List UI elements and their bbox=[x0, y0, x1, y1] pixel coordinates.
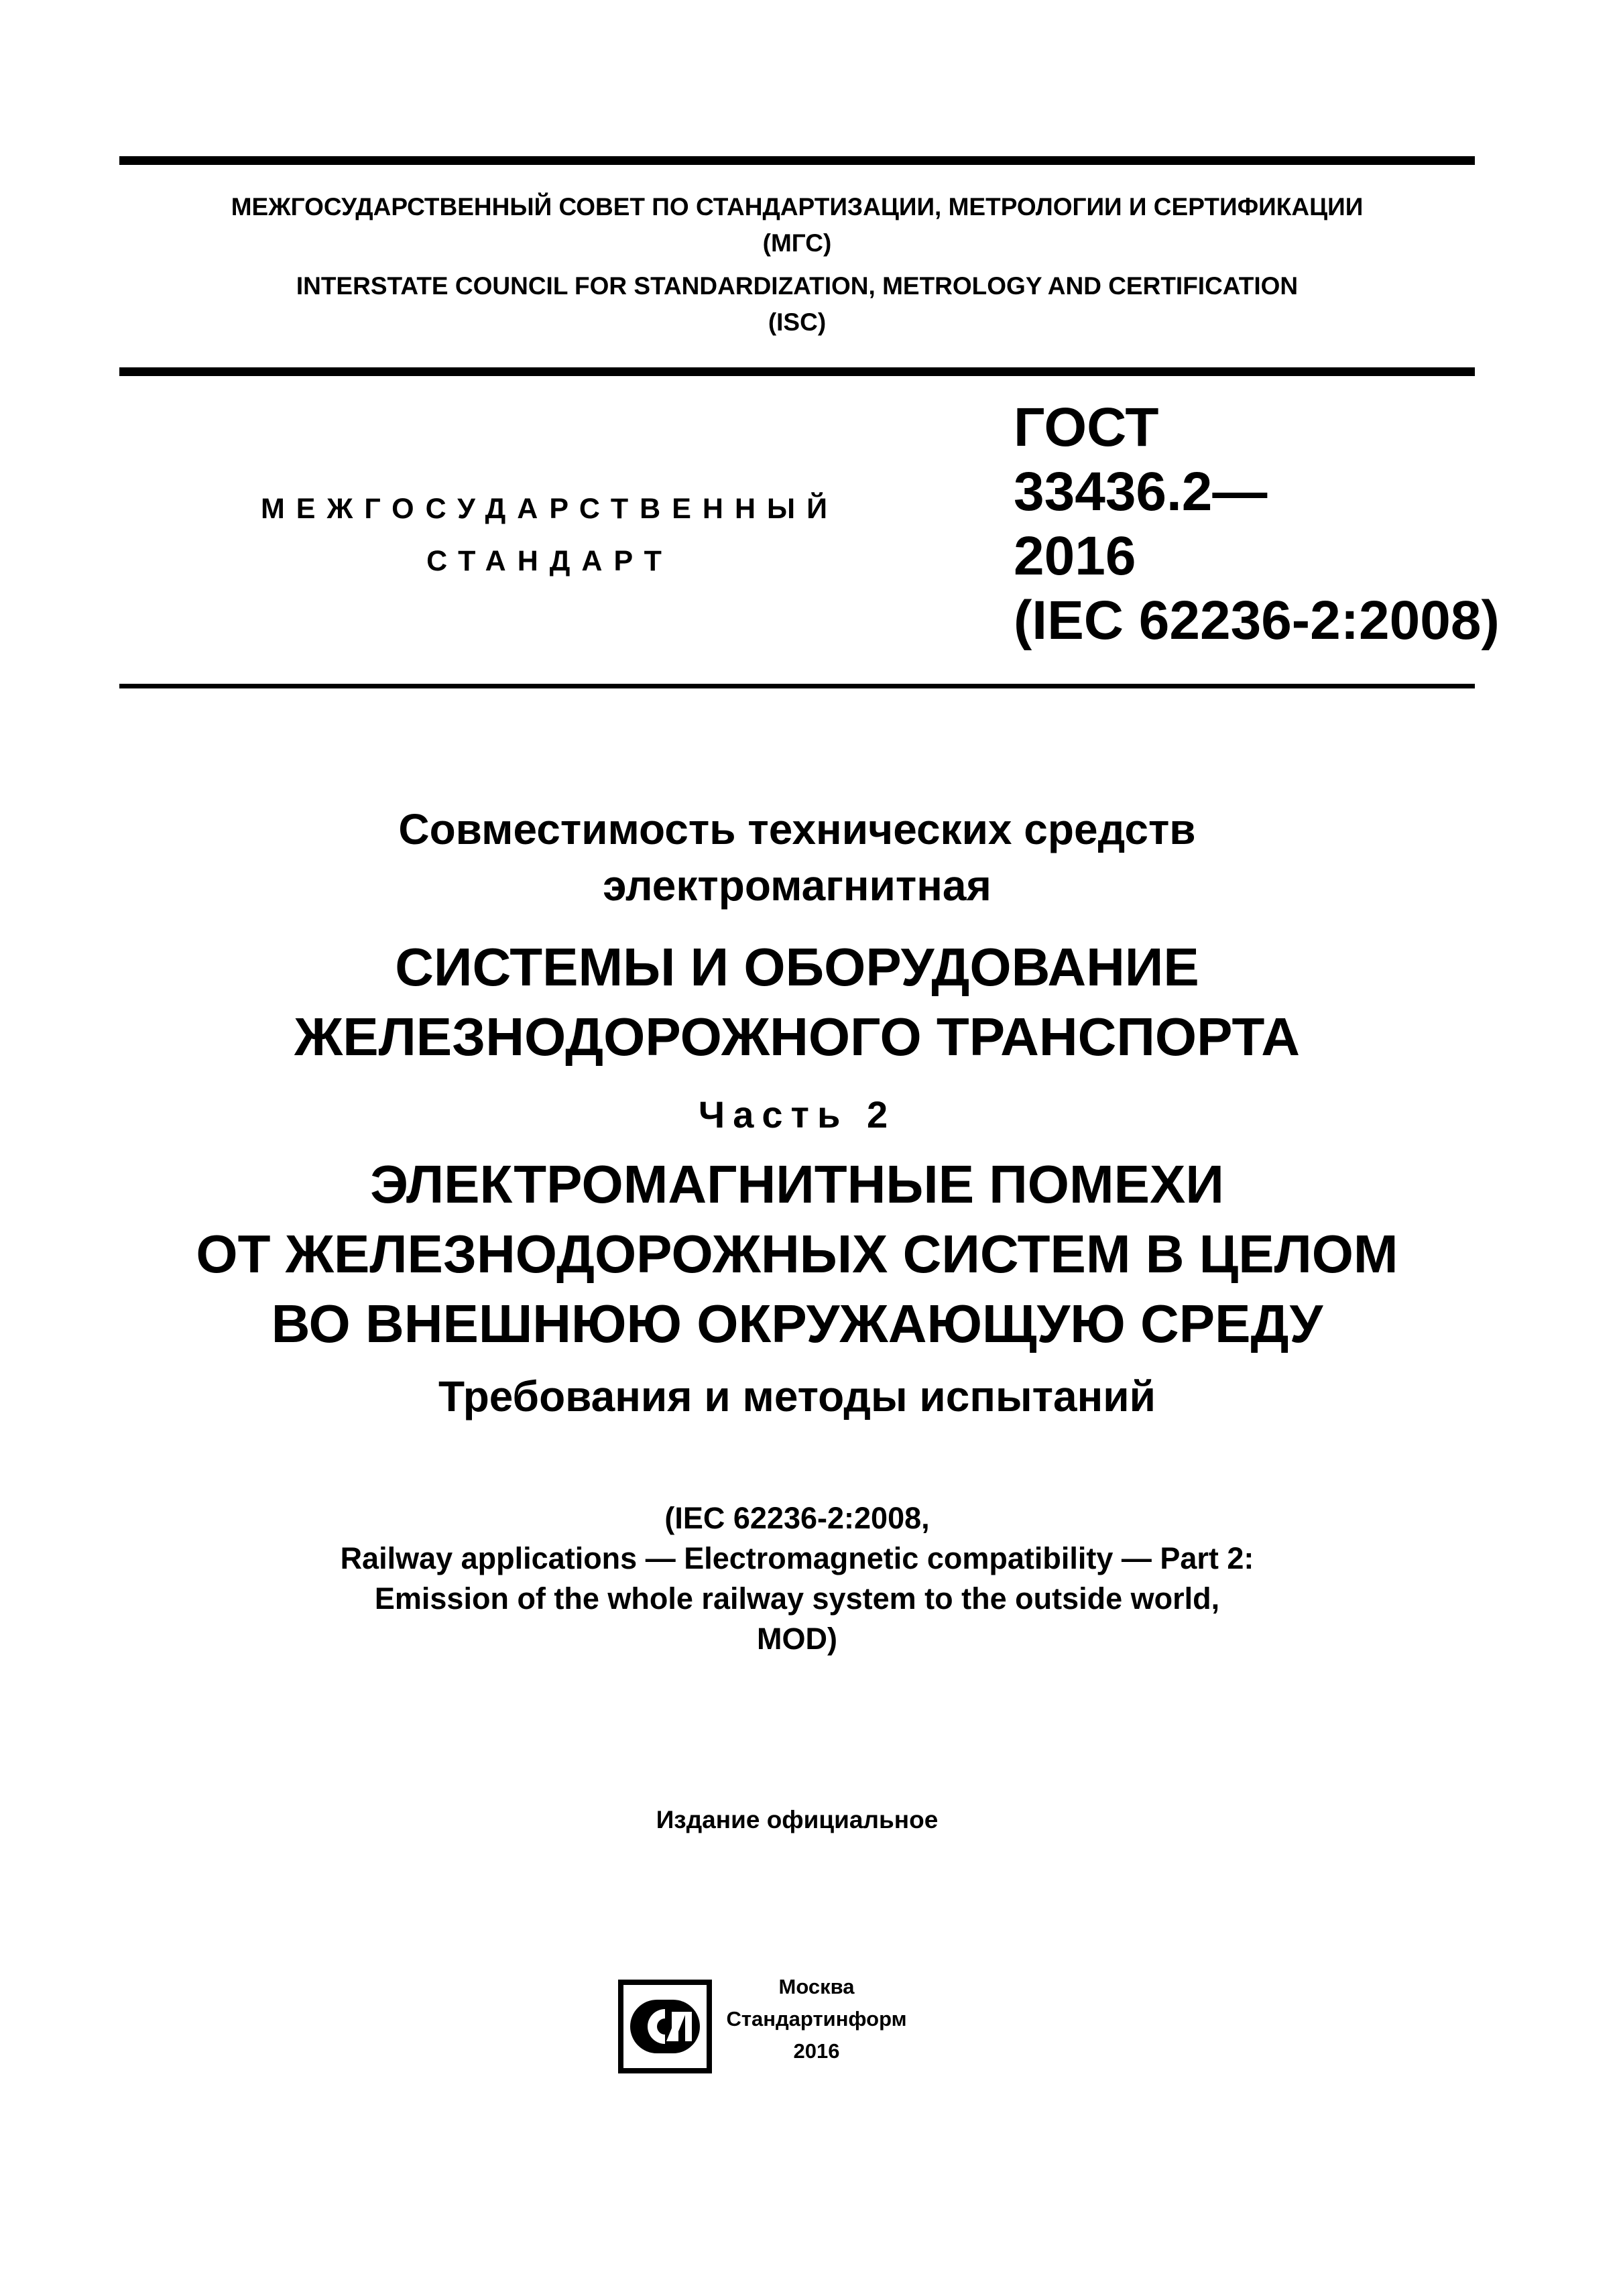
standard-type-line1: МЕЖГОСУДАРСТВЕННЫЙ bbox=[260, 493, 839, 525]
standard-type-line2: СТАНДАРТ bbox=[426, 545, 673, 577]
publisher-year: 2016 bbox=[793, 2039, 840, 2063]
title-sub-line1: Совместимость технических средств bbox=[398, 805, 1196, 853]
iec-line4: MOD) bbox=[757, 1622, 837, 1656]
council-en-abbr: (ISC) bbox=[768, 308, 827, 336]
designation-line4: (IEC 62236-2:2008) bbox=[1014, 590, 1500, 651]
standard-type bbox=[221, 483, 878, 587]
iec-line2: Railway applications — Electromagnetic compatibility — Part 2: bbox=[340, 1541, 1254, 1575]
title-part-line3: ВО ВНЕШНЮЮ ОКРУЖАЮЩУЮ СРЕДУ bbox=[271, 1294, 1323, 1353]
designation-line3: 2016 bbox=[1014, 526, 1136, 587]
council-ru-name: МЕЖГОСУДАРСТВЕННЫЙ СОВЕТ ПО СТАНДАРТИЗАЦИИ, МЕТРОЛОГИИ И СЕРТИФИКАЦИИ bbox=[231, 193, 1364, 221]
council-rule bbox=[119, 367, 1475, 376]
iec-line3: Emission of the whole railway system to the outside world, bbox=[374, 1581, 1220, 1616]
standard-designation bbox=[1014, 396, 1500, 653]
designation-line1: ГОСТ bbox=[1014, 397, 1159, 458]
edition-label: Издание официальное bbox=[656, 1806, 939, 1833]
council-ru-abbr: (МГС) bbox=[762, 229, 832, 257]
standartinform-logo-icon bbox=[618, 1980, 712, 2073]
title-main bbox=[119, 932, 1475, 1072]
title-part-line2: ОТ ЖЕЛЕЗНОДОРОЖНЫХ СИСТЕМ В ЦЕЛОМ bbox=[196, 1224, 1398, 1284]
designation-line2: 33436.2— bbox=[1014, 461, 1268, 522]
title-part-line1: ЭЛЕКТРОМАГНИТНЫЕ ПОМЕХИ bbox=[370, 1154, 1224, 1214]
iec-line1: (IEC 62236-2:2008, bbox=[664, 1501, 930, 1535]
council-header bbox=[119, 189, 1475, 341]
publisher-city: Москва bbox=[778, 1975, 855, 1998]
title-sub-line2: электромагнитная bbox=[603, 861, 991, 910]
designation-rule bbox=[119, 684, 1475, 688]
iec-reference bbox=[119, 1498, 1475, 1659]
publisher-name: Стандартинформ bbox=[726, 2007, 907, 2031]
document-title bbox=[119, 801, 1475, 1425]
title-part: Часть 2 bbox=[698, 1093, 896, 1136]
title-main-line1: СИСТЕМЫ И ОБОРУДОВАНИЕ bbox=[395, 937, 1199, 997]
title-requirements: Требования и методы испытаний bbox=[438, 1372, 1156, 1421]
publisher-info bbox=[716, 1971, 917, 2067]
top-rule bbox=[119, 156, 1475, 165]
title-part-name bbox=[119, 1150, 1475, 1359]
title-main-line2: ЖЕЛЕЗНОДОРОЖНОГО ТРАНСПОРТА bbox=[294, 1007, 1301, 1067]
council-en-name: INTERSTATE COUNCIL FOR STANDARDIZATION, METROLOGY AND CERTIFICATION bbox=[296, 272, 1299, 300]
